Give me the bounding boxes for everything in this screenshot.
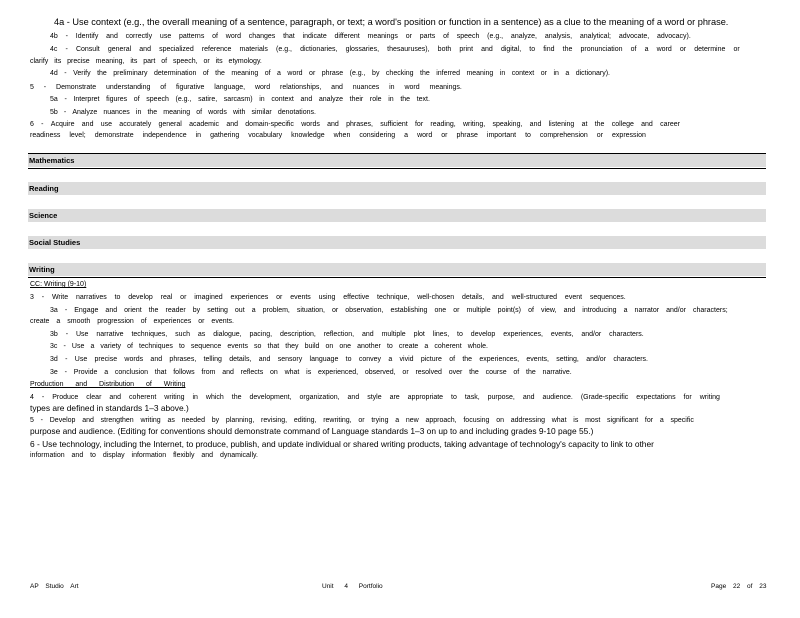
footer-unit: Unit 4 Portfolio bbox=[322, 583, 383, 590]
standard-5: 5 - Demonstrate understanding of figurative language, word relationships, and nuances in word meanings. bbox=[30, 84, 462, 91]
section-reading-label: Reading bbox=[29, 184, 59, 193]
writing-3: 3 - Write narratives to develop real or imagined experiences or events using effective technique, well-chosen details, and well-structured event sequences. bbox=[30, 294, 626, 301]
writing-3c: 3c - Use a variety of techniques to sequence events so that they build on one another to create a coherent whole. bbox=[50, 343, 488, 350]
writing-3a-cont: create a smooth progression of experiences or events. bbox=[30, 318, 234, 325]
section-social-studies-label: Social Studies bbox=[29, 238, 81, 247]
standard-5a: 5a - Interpret figures of speech (e.g., satire, sarcasm) in context and analyze their role in the text. bbox=[50, 96, 430, 103]
footer-page-number: Page 22 of 23 bbox=[711, 583, 767, 590]
standard-5b: 5b - Analyze nuances in the meaning of words with similar denotations. bbox=[50, 109, 316, 116]
section-writing-label: Writing bbox=[29, 265, 55, 274]
writing-3d: 3d - Use precise words and phrases, telling details, and sensory language to convey a vivid picture of the experiences, events, setting, and/or characters. bbox=[50, 356, 648, 363]
standard-4c-cont: clarify its precise meaning, its part of speech, or its etymology. bbox=[30, 58, 262, 65]
standard-4d: 4d - Verify the preliminary determination of the meaning of a word or phrase (e.g., by checking the inferred meaning in context or in a dictionary). bbox=[50, 70, 610, 77]
writing-6-cont: information and to display information flexibly and dynamically. bbox=[30, 452, 258, 459]
section-science-label: Science bbox=[29, 211, 58, 220]
standard-6: 6 - Acquire and use accurately general academic and domain-specific words and phrases, sufficient for reading, writing, speaking, and listening at the college and career bbox=[30, 121, 680, 128]
section-mathematics bbox=[28, 154, 766, 167]
writing-3a: 3a - Engage and orient the reader by setting out a problem, situation, or observation, establishing one or multiple point(s) of view, and introducing a narrator and/or characters; bbox=[50, 307, 728, 314]
section-science bbox=[28, 209, 766, 222]
standard-4b: 4b - Identify and correctly use patterns of word changes that indicate different meanings or parts of speech (e.g., analyze, analysis, analytical; advocate, advocacy). bbox=[50, 33, 691, 40]
standard-4c: 4c - Consult general and specialized reference materials (e.g., dictionaries, glossaries, thesauruses), both print and digital, to find the pronunciation of a word or determine or bbox=[50, 46, 740, 53]
section-writing bbox=[28, 263, 766, 276]
writing-6: 6 - Use technology, including the Internet, to produce, publish, and update individual or shared writing products, taking advantage of technology's capacity to link to other bbox=[30, 439, 654, 449]
production-distribution-heading: Production and Distribution of Writing bbox=[30, 381, 186, 388]
standard-4a: 4a - Use context (e.g., the overall meaning of a sentence, paragraph, or text; a word's position or function in a sentence) as a clue to the meaning of a word or phrase. bbox=[54, 17, 729, 27]
writing-5-cont: purpose and audience. (Editing for conventions should demonstrate command of Language standards 1–3 on up to and including grades 9-10 page 55.) bbox=[30, 426, 594, 436]
writing-3e: 3e - Provide a conclusion that follows from and reflects on what is experienced, observed, or resolved over the course of the narrative. bbox=[50, 369, 572, 376]
footer-course: AP Studio Art bbox=[30, 583, 79, 590]
standard-6-cont: readiness level; demonstrate independence in gathering vocabulary knowledge when considering a word or phrase important to comprehension or expression bbox=[30, 132, 646, 139]
section-reading bbox=[28, 182, 766, 195]
writing-4: 4 - Produce clear and coherent writing in which the development, organization, and style are appropriate to task, purpose, and audience. (Grade-specific expectations for writing bbox=[30, 394, 720, 401]
section-social-studies bbox=[28, 236, 766, 249]
writing-4-cont: types are defined in standards 1–3 above.) bbox=[30, 403, 189, 413]
writing-cc-heading: CC: Writing (9-10) bbox=[30, 281, 87, 288]
writing-5: 5 - Develop and strengthen writing as needed by planning, revising, editing, rewriting, or trying a new approach, focusing on addressing what is most significant for a specific bbox=[30, 417, 694, 424]
writing-3b: 3b - Use narrative techniques, such as dialogue, pacing, description, reflection, and multiple plot lines, to develop experiences, events, and/or characters. bbox=[50, 331, 644, 338]
section-mathematics-label: Mathematics bbox=[29, 156, 75, 165]
